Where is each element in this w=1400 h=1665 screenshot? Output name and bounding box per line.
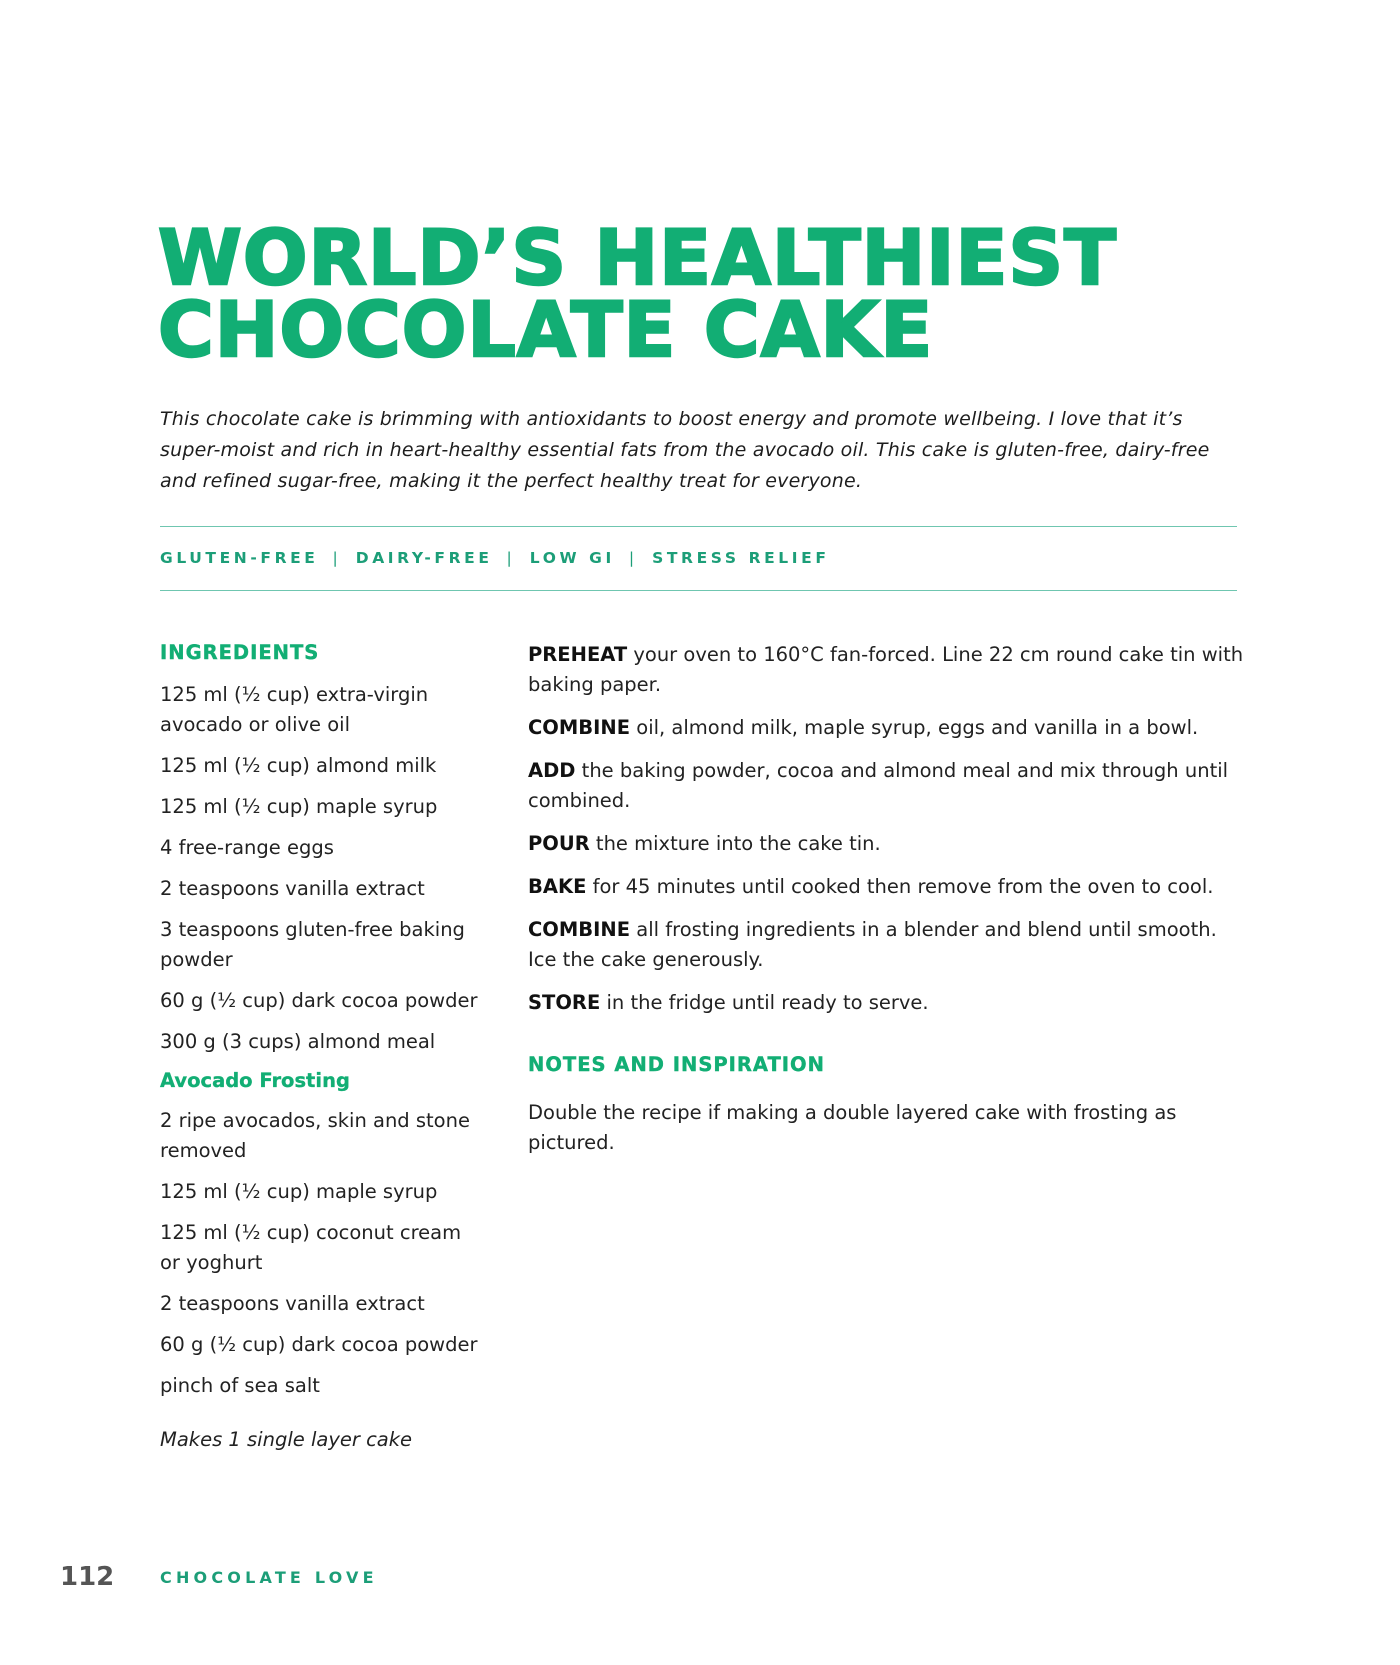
ingredient-item: 2 teaspoons vanilla extract [160,877,425,900]
ingredient-item: 125 ml (½ cup) maple syrup [160,795,438,818]
tag-low-gi: LOW GI [529,549,615,567]
dietary-tags [160,549,830,567]
ingredients-column [160,640,480,1455]
step-verb: COMBINE [528,716,631,739]
page-number: 112 [60,1562,115,1592]
step-verb: POUR [528,832,590,855]
method-step [528,829,1248,859]
step-text: oil, almond milk, maple syrup, eggs and vanilla in a bowl. [630,716,1199,739]
recipe-title [158,213,1258,374]
step-verb: PREHEAT [528,643,628,666]
tag-separator: | [506,549,512,567]
tag-separator: | [628,549,635,567]
step-verb: STORE [528,991,601,1014]
ingredient-item: 3 teaspoons gluten-free baking powder [160,918,465,971]
ingredient-item: 60 g (½ cup) dark cocoa powder [160,989,478,1012]
ingredients-heading: INGREDIENTS [160,641,320,664]
method-step [528,988,1248,1018]
ingredient-item: 125 ml (½ cup) extra-virgin avocado or olive oil [160,683,429,736]
step-verb: ADD [528,759,576,782]
title-line-1: WORLD’S HEALTHIEST [158,213,1117,302]
step-text: the baking powder, cocoa and almond meal and mix through until combined. [528,759,1229,812]
recipe-yield: Makes 1 single layer cake [160,1428,413,1451]
divider-top [160,526,1237,527]
tag-stress-relief: STRESS RELIEF [652,549,830,567]
notes-heading: NOTES AND INSPIRATION [528,1053,825,1076]
step-verb: COMBINE [528,918,631,941]
method-step [528,872,1248,902]
step-text: in the fridge until ready to serve. [600,991,929,1014]
ingredient-item: 125 ml (½ cup) almond milk [160,754,437,777]
method-step [528,756,1248,816]
frosting-item: 2 teaspoons vanilla extract [160,1292,425,1315]
tag-separator: | [332,549,338,567]
recipe-intro: This chocolate cake is brimming with antioxidants to boost energy and promote wellbeing. I love that it’s super-moist and rich in heart-healthy essential fats from the avocado oil. This cake is gluten-free, dairy-free and refined sugar-free, making it the perfect healthy treat for everyone. [160,408,1210,492]
step-verb: BAKE [528,875,587,898]
step-text: for 45 minutes until cooked then remove from the oven to cool. [586,875,1214,898]
frosting-heading: Avocado Frosting [160,1069,350,1092]
notes-text: Double the recipe if making a double layered cake with frosting as pictured. [528,1100,1177,1154]
method-step [528,640,1248,700]
method-column [528,640,1248,1177]
tag-dairy-free: DAIRY-FREE [355,549,493,567]
frosting-item: 60 g (½ cup) dark cocoa powder [160,1333,478,1356]
step-text: all frosting ingredients in a blender and blend until smooth. Ice the cake generously. [528,918,1217,971]
ingredient-item: 300 g (3 cups) almond meal [160,1030,436,1053]
frosting-item: pinch of sea salt [160,1374,320,1397]
frosting-item: 125 ml (½ cup) maple syrup [160,1180,438,1203]
step-text: the mixture into the cake tin. [589,832,881,855]
ingredient-item: 4 free-range eggs [160,836,334,859]
title-line-2: CHOCOLATE CAKE [158,285,934,374]
frosting-item: 2 ripe avocados, skin and stone removed [160,1109,470,1162]
method-step [528,713,1248,743]
step-text: your oven to 160°C fan-forced. Line 22 cm round cake tin with baking paper. [528,643,1244,696]
frosting-item: 125 ml (½ cup) coconut cream or yoghurt [160,1221,462,1274]
section-label: CHOCOLATE LOVE [160,1568,378,1587]
tag-gluten-free: GLUTEN-FREE [160,549,319,567]
method-step [528,915,1248,975]
divider-bottom [160,590,1237,591]
